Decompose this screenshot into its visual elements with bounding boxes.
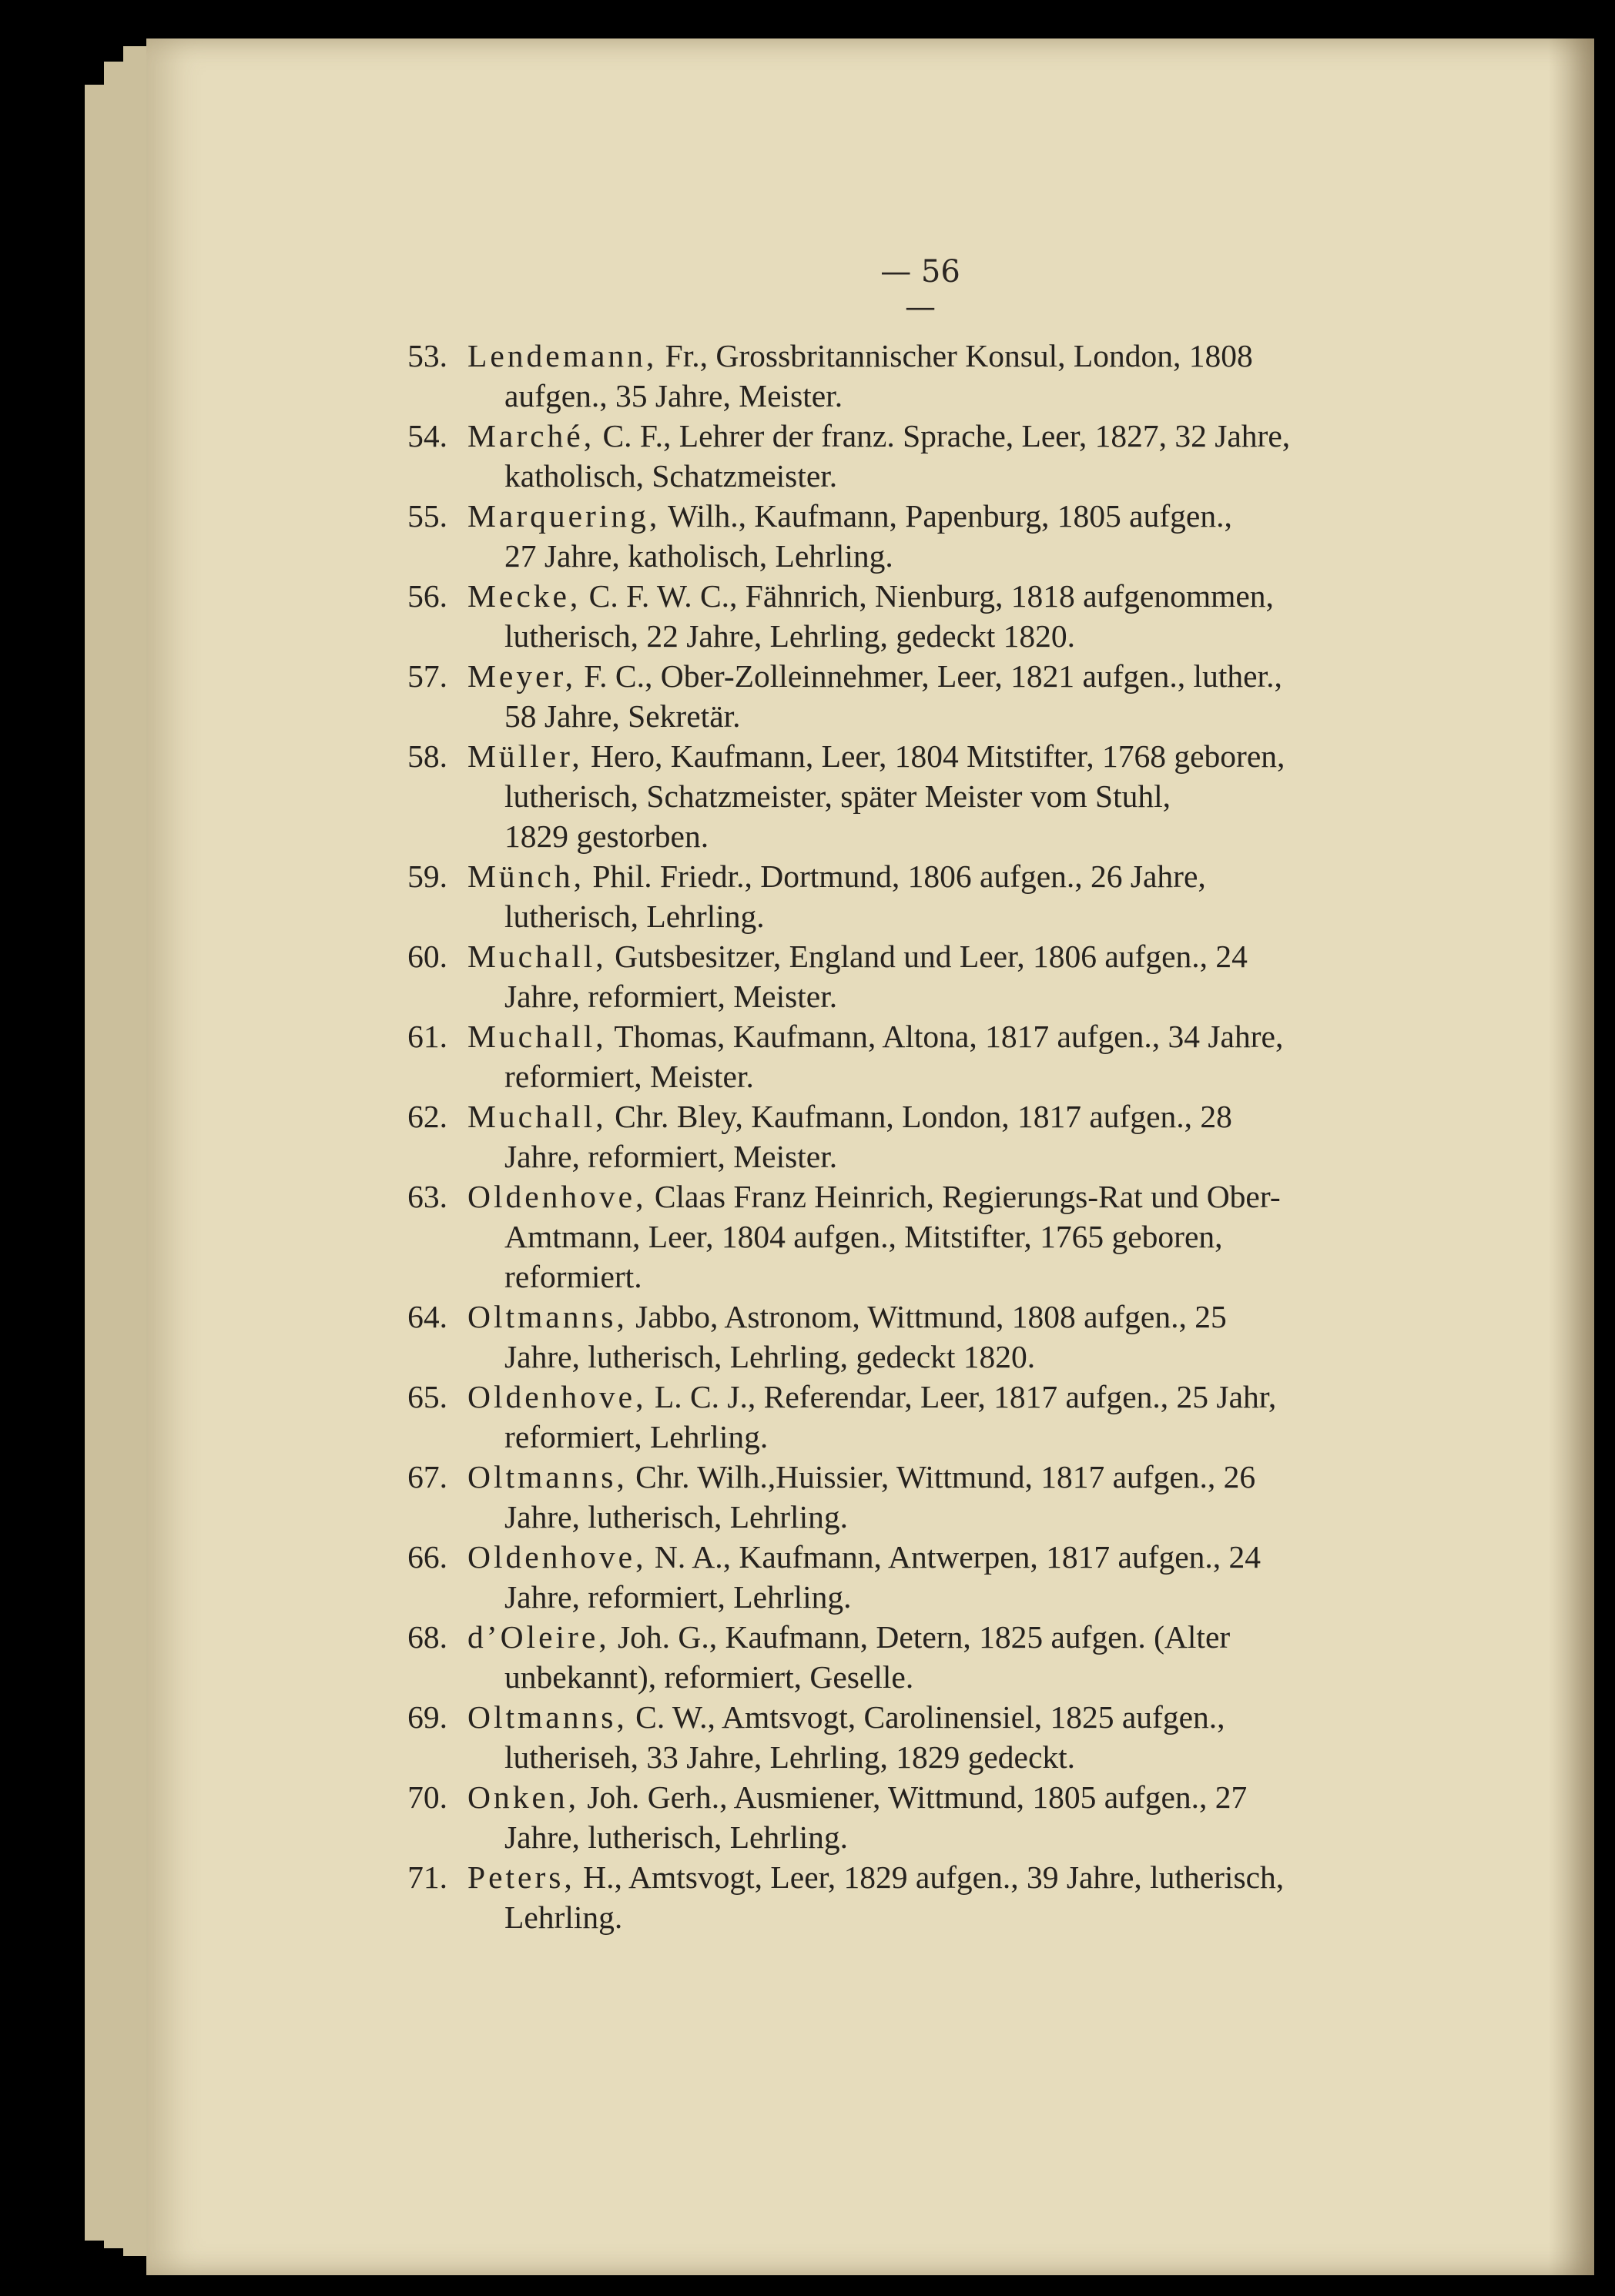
entry-first-line (404, 576, 1382, 616)
member-surname: Oltmanns, (467, 1459, 628, 1494)
list-item (404, 416, 1382, 496)
entry-continuation-line: reformiert, Lehrling. (504, 1419, 769, 1454)
entry-number: 64. (407, 1299, 447, 1334)
list-item (404, 1697, 1382, 1777)
entry-number: 53. (407, 338, 447, 373)
entry-first-line (404, 1857, 1382, 1897)
entry-first-line (404, 856, 1382, 896)
entry-first-line (404, 1176, 1382, 1217)
entry-text: H., Amtsvogt, Leer, 1829 aufgen., 39 Jahre, lutherisch, (583, 1859, 1285, 1895)
entry-first-line (404, 1697, 1382, 1737)
entry-first-line (404, 1297, 1382, 1337)
list-item (404, 1297, 1382, 1377)
entry-continuation-line: lutheriseh, 33 Jahre, Lehrling, 1829 gedeckt. (504, 1739, 1076, 1775)
page-gutter-shade (1548, 38, 1594, 2275)
entry-text: F. C., Ober-Zolleinnehmer, Leer, 1821 aufgen., luther., (584, 658, 1282, 694)
member-surname: Oldenhove, (467, 1379, 647, 1414)
list-item (404, 856, 1382, 936)
member-surname: Oltmanns, (467, 1699, 628, 1735)
member-surname: Marquering, (467, 498, 661, 534)
entry-text: Fr., Grossbritannischer Konsul, London, 1808 (665, 338, 1253, 373)
member-surname: Oldenhove, (467, 1539, 647, 1575)
entry-text: C. W., Amtsvogt, Carolinensiel, 1825 aufgen., (635, 1699, 1225, 1735)
entry-text: Chr. Wilh.,Huissier, Wittmund, 1817 aufgen., 26 (635, 1459, 1256, 1494)
entry-continuation-line: Amtmann, Leer, 1804 aufgen., Mitstifter, 1765 geboren, (504, 1219, 1223, 1254)
entry-continuation-line: katholisch, Schatzmeister. (504, 458, 838, 494)
entry-text: Gutsbesitzer, England und Leer, 1806 aufgen., 24 (615, 939, 1248, 974)
member-surname: Onken, (467, 1779, 580, 1815)
entry-first-line (404, 1096, 1382, 1136)
entry-continuation-line: lutherisch, Schatzmeister, später Meister vom Stuhl, (504, 778, 1171, 814)
entry-continuation-line: Lehrling. (504, 1899, 623, 1935)
entry-text: Joh. G., Kaufmann, Detern, 1825 aufgen. (Alter (618, 1619, 1231, 1655)
member-surname: Peters, (467, 1859, 575, 1895)
entry-number: 55. (407, 498, 447, 534)
entry-first-line (404, 496, 1382, 536)
entry-number: 71. (407, 1859, 447, 1895)
list-item (404, 1617, 1382, 1697)
entry-text: L. C. J., Referendar, Leer, 1817 aufgen., 25 Jahr, (654, 1379, 1277, 1414)
entry-continuation-line: 58 Jahre, Sekretär. (504, 698, 741, 734)
member-surname: Münch, (467, 858, 585, 894)
list-item (404, 1096, 1382, 1176)
entry-text: Phil. Friedr., Dortmund, 1806 aufgen., 26 Jahre, (592, 858, 1206, 894)
entry-number: 60. (407, 939, 447, 974)
entry-number: 61. (407, 1019, 447, 1054)
member-surname: Muchall, (467, 1099, 607, 1134)
member-surname: Oltmanns, (467, 1299, 628, 1334)
entry-first-line (404, 1617, 1382, 1657)
entry-number: 65. (407, 1379, 447, 1414)
entry-continuation-line: Jahre, reformiert, Lehrling. (504, 1579, 852, 1615)
list-item (404, 736, 1382, 856)
member-surname: Meyer, (467, 658, 577, 694)
entry-first-line (404, 1377, 1382, 1417)
entry-continuation-line: Jahre, reformiert, Meister. (504, 979, 838, 1014)
list-item (404, 336, 1382, 416)
list-item (404, 656, 1382, 736)
entry-number: 66. (407, 1539, 447, 1575)
entry-text: Thomas, Kaufmann, Altona, 1817 aufgen., 34 Jahre, (614, 1019, 1284, 1054)
list-item (404, 1176, 1382, 1297)
list-item (404, 1377, 1382, 1457)
list-item (404, 1777, 1382, 1857)
list-item (404, 576, 1382, 656)
entry-continuation-line: unbekannt), reformiert, Geselle. (504, 1659, 914, 1695)
entry-text: C. F. W. C., Fähnrich, Nienburg, 1818 aufgenommen, (588, 578, 1274, 614)
entry-first-line (404, 1016, 1382, 1056)
entry-continuation-line: Jahre, lutherisch, Lehrling, gedeckt 1820. (504, 1339, 1036, 1374)
member-surname: Marché, (467, 418, 595, 454)
entry-continuation-line: Jahre, reformiert, Meister. (504, 1139, 838, 1174)
entry-number: 70. (407, 1779, 447, 1815)
entry-text: Jabbo, Astronom, Wittmund, 1808 aufgen., 25 (635, 1299, 1227, 1334)
entry-first-line (404, 736, 1382, 776)
entry-number: 56. (407, 578, 447, 614)
page-number: — 56 — (880, 254, 960, 325)
entry-continuation-line: 27 Jahre, katholisch, Lehrling. (504, 538, 893, 574)
entry-number: 58. (407, 738, 447, 774)
list-item (404, 496, 1382, 576)
entry-first-line (404, 1457, 1382, 1497)
entry-number: 59. (407, 858, 447, 894)
member-list (404, 336, 1382, 1937)
entry-continuation-line: reformiert, Meister. (504, 1059, 754, 1094)
entry-first-line (404, 656, 1382, 696)
entry-text: Claas Franz Heinrich, Regierungs-Rat und Ober- (654, 1179, 1281, 1214)
entry-number: 54. (407, 418, 447, 454)
entry-number: 68. (407, 1619, 447, 1655)
list-item (404, 1457, 1382, 1537)
entry-continuation-line: lutherisch, Lehrling. (504, 899, 765, 934)
member-surname: Mecke, (467, 578, 581, 614)
member-surname: Muchall, (467, 939, 607, 974)
entry-text: Wilh., Kaufmann, Papenburg, 1805 aufgen., (667, 498, 1232, 534)
list-item (404, 1537, 1382, 1617)
entry-text: Chr. Bley, Kaufmann, London, 1817 aufgen., 28 (615, 1099, 1232, 1134)
entry-first-line (404, 336, 1382, 376)
entry-text: Joh. Gerh., Ausmiener, Wittmund, 1805 aufgen., 27 (587, 1779, 1248, 1815)
entry-continuation-line: Jahre, lutherisch, Lehrling. (504, 1819, 848, 1855)
member-surname: d’Oleire, (467, 1619, 610, 1655)
entry-first-line (404, 1537, 1382, 1577)
entry-continuation-line: 1829 gestorben. (504, 818, 709, 854)
entry-first-line (404, 416, 1382, 456)
entry-text: Hero, Kaufmann, Leer, 1804 Mitstifter, 1768 geboren, (591, 738, 1285, 774)
entry-continuation-line: lutherisch, 22 Jahre, Lehrling, gedeckt 1820. (504, 618, 1076, 654)
entry-continuation-line: Jahre, lutherisch, Lehrling. (504, 1499, 848, 1535)
member-surname: Müller, (467, 738, 583, 774)
entry-first-line (404, 936, 1382, 976)
entry-number: 62. (407, 1099, 447, 1134)
entry-continuation-line: reformiert. (504, 1259, 642, 1294)
list-item (404, 936, 1382, 1016)
entry-text: C. F., Lehrer der franz. Sprache, Leer, 1827, 32 Jahre, (602, 418, 1291, 454)
member-surname: Oldenhove, (467, 1179, 647, 1214)
entry-continuation-line: aufgen., 35 Jahre, Meister. (504, 378, 843, 413)
member-surname: Muchall, (467, 1019, 607, 1054)
entry-text: N. A., Kaufmann, Antwerpen, 1817 aufgen., 24 (654, 1539, 1262, 1575)
entry-number: 69. (407, 1699, 447, 1735)
entry-number: 57. (407, 658, 447, 694)
entry-number: 67. (407, 1459, 447, 1494)
entry-number: 63. (407, 1179, 447, 1214)
list-item (404, 1857, 1382, 1937)
member-surname: Lendemann, (467, 338, 658, 373)
entry-first-line (404, 1777, 1382, 1817)
list-item (404, 1016, 1382, 1096)
